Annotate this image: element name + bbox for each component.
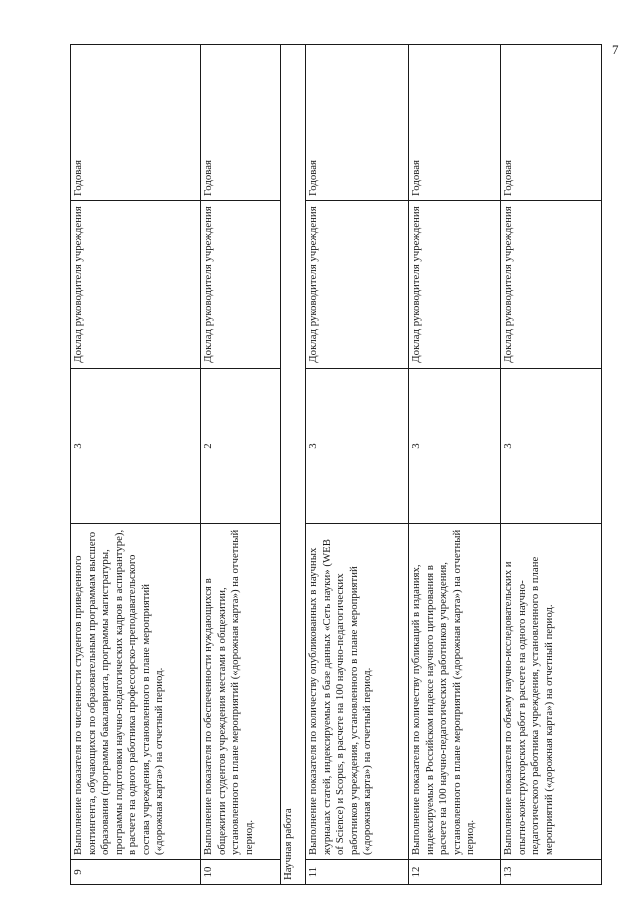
indicator-value: 3 (306, 369, 409, 524)
indicator-value: 3 (501, 369, 602, 524)
indicator-name: Выполнение показателя по численности студентов приведенного контингента, обучающихся по образовательным программам высшего образования (программы бакалавриата, программы магистратуры, программы подготовки научно-педагогических кадров в аспирантуре), в расчете на одного работника профессорско-преподавательского состава учреждения, установленного в плане мероприятий («дорожная карта») на отчетный период. (71, 524, 201, 860)
section-heading: Научная работа (281, 45, 306, 885)
indicator-source: Доклад руководителя учреждения (306, 201, 409, 369)
indicator-source: Доклад руководителя учреждения (71, 201, 201, 369)
indicator-period: Годовая (409, 45, 501, 201)
row-number: 9 (71, 860, 201, 885)
indicator-table (70, 44, 602, 885)
indicator-source: Доклад руководителя учреждения (501, 201, 602, 369)
rotated-indicator-table (70, 45, 601, 885)
table-row (409, 45, 501, 885)
table-row (501, 45, 602, 885)
indicator-period: Годовая (71, 45, 201, 201)
indicator-period: Годовая (306, 45, 409, 201)
table-row (71, 45, 201, 885)
row-number: 12 (409, 860, 501, 885)
row-number: 10 (201, 860, 281, 885)
indicator-source: Доклад руководителя учреждения (201, 201, 281, 369)
indicator-period: Годовая (201, 45, 281, 201)
indicator-value: 3 (409, 369, 501, 524)
row-number: 13 (501, 860, 602, 885)
indicator-name: Выполнение показателя по обеспеченности нуждающихся в общежитии студентов учреждения местами в общежитии, установленного в плане мероприятий («дорожная карта») на отчетный период. (201, 524, 281, 860)
indicator-value: 2 (201, 369, 281, 524)
row-number: 11 (306, 860, 409, 885)
table-row (306, 45, 409, 885)
indicator-name: Выполнение показателя по объему научно-исследовательских и опытно-конструкторских работ в расчете на одного научно-педагогического работника учреждения, установленного в плане мероприятий («дорожная карта») на отчетный период. (501, 524, 602, 860)
table-row (201, 45, 281, 885)
indicator-period: Годовая (501, 45, 602, 201)
indicator-name: Выполнение показателя по количеству публикаций в изданиях, индексируемых в Российском индексе научного цитирования в расчете на 100 научно-педагогических работников учреждения, установленного в плане мероприятий («дорожная карта») на отчетный период. (409, 524, 501, 860)
indicator-name: Выполнение показателя по количеству опубликованных в научных журналах статей, индексируемых в базе данных «Сеть науки» (WEB of Science) и Scopus, в расчете на 100 научно-педагогических работников учреждения, установленного в плане мероприятий («дорожная карта») на отчетный период. (306, 524, 409, 860)
page-number: 7 (612, 42, 619, 57)
section-row (281, 45, 306, 885)
indicator-value: 3 (71, 369, 201, 524)
indicator-source: Доклад руководителя учреждения (409, 201, 501, 369)
